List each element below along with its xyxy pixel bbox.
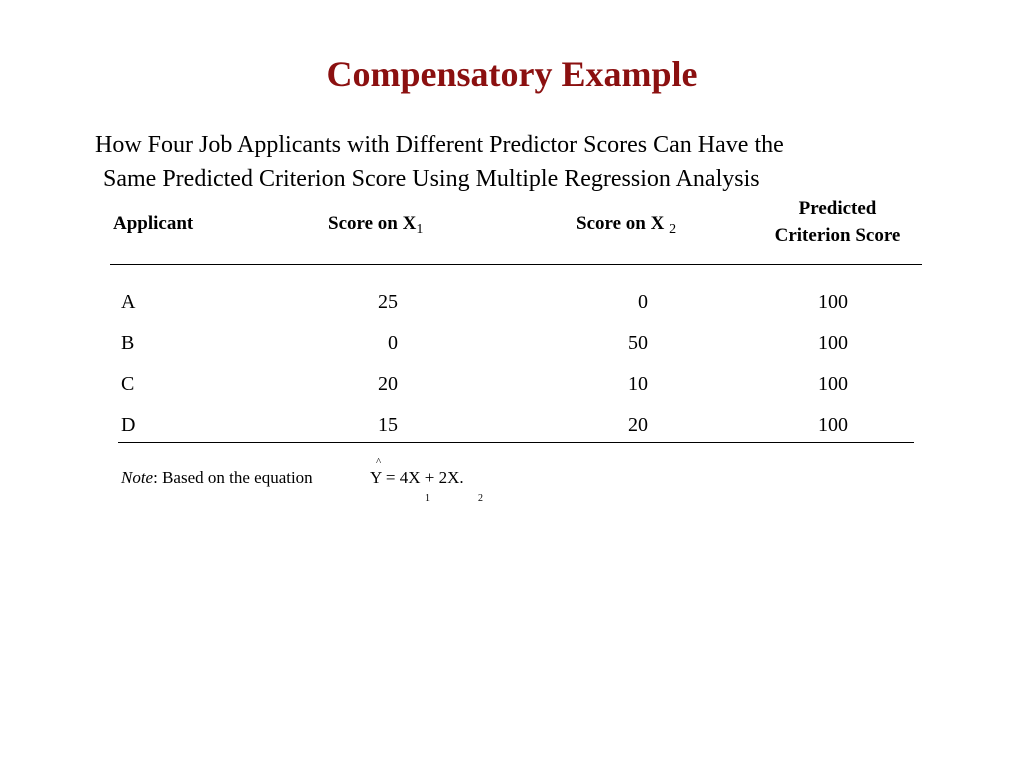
cell-score-x2: 10 (628, 373, 648, 395)
cell-score-x1: 0 (388, 332, 398, 354)
table-row (0, 410, 1024, 440)
header-predicted-line-1: Predicted (798, 198, 877, 219)
cell-score-x1: 15 (378, 414, 398, 436)
cell-predicted: 100 (818, 414, 848, 436)
page-title: Compensatory Example (326, 54, 698, 94)
equation-subscript-1: 1 (425, 493, 430, 504)
header-predicted-criterion (755, 195, 920, 249)
header-score-x1-label: Score on X (328, 213, 417, 234)
table-row (0, 369, 1024, 399)
cell-predicted: 100 (818, 332, 848, 354)
equation-subscript-2: 2 (478, 493, 483, 504)
equation-hat: ^ (376, 456, 382, 468)
cell-score-x1: 20 (378, 373, 398, 395)
header-score-x2 (576, 211, 676, 243)
cell-applicant: C (121, 373, 135, 395)
cell-score-x2: 0 (638, 291, 648, 313)
table-note (121, 466, 313, 490)
note-label: Note (121, 468, 154, 487)
note-text: : Based on the equation (153, 468, 313, 487)
cell-score-x2: 50 (628, 332, 648, 354)
cell-applicant: D (121, 414, 136, 436)
header-score-x1 (328, 211, 423, 243)
header-score-x2-subscript: 2 (669, 222, 677, 237)
cell-applicant: B (121, 332, 135, 354)
subtitle-line-1: How Four Job Applicants with Different Predictor Scores Can Have the (95, 132, 784, 158)
table-row (0, 287, 1024, 317)
header-applicant: Applicant (113, 213, 194, 234)
cell-applicant: A (121, 291, 136, 313)
table-row (0, 328, 1024, 358)
cell-predicted: 100 (818, 291, 848, 313)
header-predicted-line-2: Criterion Score (774, 225, 901, 246)
cell-score-x1: 25 (378, 291, 398, 313)
subtitle-line-2: Same Predicted Criterion Score Using Multiple Regression Analysis (103, 166, 760, 192)
cell-predicted: 100 (818, 373, 848, 395)
regression-equation: Y = 4X + 2X. (370, 468, 464, 487)
header-score-x2-label: Score on X (576, 213, 665, 234)
table-top-rule (110, 264, 922, 265)
table-bottom-rule (118, 442, 914, 443)
header-score-x1-subscript: 1 (416, 222, 424, 237)
cell-score-x2: 20 (628, 414, 648, 436)
subtitle (95, 128, 935, 196)
